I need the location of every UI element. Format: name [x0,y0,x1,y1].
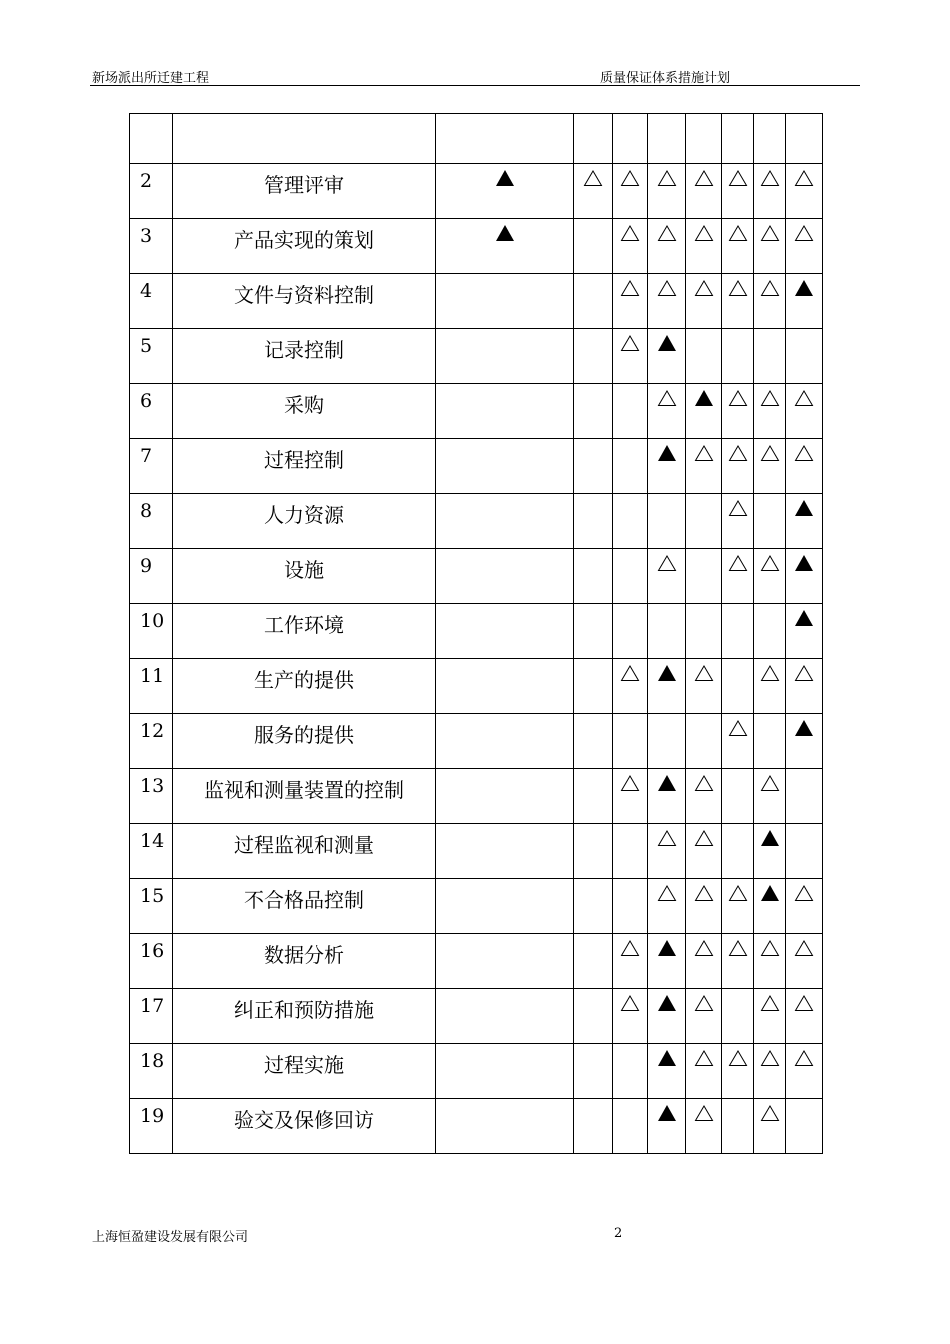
primary-responsibility-icon [760,828,780,848]
related-responsibility-icon [657,168,677,188]
related-responsibility-icon [794,883,814,903]
row-number: 10 [130,604,173,659]
row-number: 6 [130,384,173,439]
responsibility-cell [754,494,786,549]
responsibility-cell [686,604,722,659]
responsibility-cell [648,274,686,329]
responsibility-cell [613,384,648,439]
responsibility-cell [648,934,686,989]
related-responsibility-icon [657,223,677,243]
responsibility-cell [786,934,823,989]
responsibility-cell [613,164,648,219]
responsibility-cell [648,769,686,824]
responsibility-cell [686,934,722,989]
row-number: 8 [130,494,173,549]
primary-responsibility-icon [495,168,515,188]
responsibility-cell [613,494,648,549]
responsibility-cell [754,824,786,879]
quality-element-name: 服务的提供 [173,714,436,769]
responsibility-cell [786,989,823,1044]
responsibility-cell [786,1099,823,1154]
related-responsibility-icon [620,993,640,1013]
related-responsibility-icon [694,828,714,848]
header-cell [786,114,823,164]
responsibility-cell [436,1099,574,1154]
row-number: 7 [130,439,173,494]
responsibility-cell [722,1099,754,1154]
responsibility-cell [436,934,574,989]
related-responsibility-icon [694,883,714,903]
quality-element-name: 监视和测量装置的控制 [173,769,436,824]
responsibility-cell [754,659,786,714]
responsibility-cell [722,494,754,549]
responsibility-cell [648,714,686,769]
row-number: 9 [130,549,173,604]
responsibility-cell [754,219,786,274]
quality-element-name: 验交及保修回访 [173,1099,436,1154]
related-responsibility-icon [657,883,677,903]
responsibility-cell [648,549,686,604]
table-row [130,714,823,769]
responsibility-cell [436,879,574,934]
related-responsibility-icon [760,938,780,958]
header-project-title: 新场派出所迁建工程 [92,71,210,86]
responsibility-cell [754,274,786,329]
responsibility-cell [722,769,754,824]
header-cell [130,114,173,164]
responsibility-cell [686,274,722,329]
related-responsibility-icon [728,443,748,463]
responsibility-cell [722,879,754,934]
responsibility-cell [574,494,613,549]
responsibility-cell [786,164,823,219]
related-responsibility-icon [694,168,714,188]
related-responsibility-icon [760,443,780,463]
responsibility-cell [686,384,722,439]
responsibility-cell [613,934,648,989]
row-number: 18 [130,1044,173,1099]
responsibility-cell [613,879,648,934]
header-document-title: 质量保证体系措施计划 [600,71,731,86]
primary-responsibility-icon [694,388,714,408]
quality-element-name: 纠正和预防措施 [173,989,436,1044]
responsibility-cell [648,604,686,659]
responsibility-cell [574,714,613,769]
row-number: 11 [130,659,173,714]
table-row [130,384,823,439]
responsibility-cell [436,549,574,604]
related-responsibility-icon [694,663,714,683]
responsibility-cell [686,1099,722,1154]
responsibility-cell [754,769,786,824]
primary-responsibility-icon [794,498,814,518]
responsibility-cell [686,714,722,769]
table-row [130,659,823,714]
row-number: 17 [130,989,173,1044]
responsibility-cell [786,494,823,549]
responsibility-cell [613,1044,648,1099]
header-cell [648,114,686,164]
related-responsibility-icon [728,278,748,298]
table-row [130,164,823,219]
related-responsibility-icon [694,938,714,958]
quality-element-name: 管理评审 [173,164,436,219]
responsibility-cell [436,219,574,274]
header-cell [613,114,648,164]
responsibility-cell [722,714,754,769]
related-responsibility-icon [583,168,603,188]
related-responsibility-icon [794,663,814,683]
responsibility-cell [648,219,686,274]
responsibility-cell [786,659,823,714]
responsibility-cell [722,604,754,659]
primary-responsibility-icon [657,1103,677,1123]
header-cell [436,114,574,164]
responsibility-cell [686,769,722,824]
table-row [130,219,823,274]
header-cell [754,114,786,164]
responsibility-cell [754,1044,786,1099]
responsibility-cell [574,439,613,494]
responsibility-cell [436,824,574,879]
quality-element-name: 采购 [173,384,436,439]
primary-responsibility-icon [657,333,677,353]
related-responsibility-icon [694,278,714,298]
responsibility-cell [686,659,722,714]
quality-element-name: 工作环境 [173,604,436,659]
related-responsibility-icon [760,168,780,188]
primary-responsibility-icon [657,993,677,1013]
responsibility-cell [786,384,823,439]
related-responsibility-icon [794,938,814,958]
responsibility-cell [722,659,754,714]
quality-element-name: 记录控制 [173,329,436,384]
related-responsibility-icon [728,388,748,408]
responsibility-cell [436,769,574,824]
responsibility-cell [786,329,823,384]
responsibility-cell [436,329,574,384]
responsibility-cell [786,1044,823,1099]
table-row [130,1099,823,1154]
quality-element-name: 不合格品控制 [173,879,436,934]
related-responsibility-icon [794,168,814,188]
row-number: 4 [130,274,173,329]
primary-responsibility-icon [794,718,814,738]
table-row [130,1044,823,1099]
responsibility-cell [613,769,648,824]
responsibility-cell [648,824,686,879]
table-row [130,934,823,989]
related-responsibility-icon [694,223,714,243]
responsibility-cell [574,1044,613,1099]
responsibility-cell [436,1044,574,1099]
related-responsibility-icon [620,663,640,683]
responsibility-cell [648,879,686,934]
responsibility-cell [436,604,574,659]
related-responsibility-icon [620,168,640,188]
table-row [130,769,823,824]
responsibility-cell [754,439,786,494]
related-responsibility-icon [657,828,677,848]
responsibility-cell [436,494,574,549]
responsibility-cell [613,219,648,274]
responsibility-cell [574,219,613,274]
row-number: 3 [130,219,173,274]
responsibility-cell [436,439,574,494]
footer-company: 上海恒盈建设发展有限公司 [92,1230,249,1245]
related-responsibility-icon [620,773,640,793]
quality-element-name: 文件与资料控制 [173,274,436,329]
header-cell [686,114,722,164]
responsibility-cell [722,164,754,219]
responsibility-cell [574,384,613,439]
responsibility-cell [754,934,786,989]
related-responsibility-icon [728,718,748,738]
related-responsibility-icon [760,1048,780,1068]
related-responsibility-icon [794,993,814,1013]
primary-responsibility-icon [495,223,515,243]
responsibility-cell [722,329,754,384]
table-row [130,549,823,604]
responsibility-cell [613,989,648,1044]
related-responsibility-icon [620,333,640,353]
responsibility-cell [722,1044,754,1099]
responsibility-cell [436,164,574,219]
related-responsibility-icon [694,993,714,1013]
row-number: 5 [130,329,173,384]
responsibility-cell [686,164,722,219]
responsibility-cell [786,549,823,604]
responsibility-cell [754,989,786,1044]
row-number: 14 [130,824,173,879]
primary-responsibility-icon [657,443,677,463]
responsibility-cell [722,219,754,274]
responsibility-cell [436,274,574,329]
responsibility-cell [436,989,574,1044]
related-responsibility-icon [728,883,748,903]
responsibility-cell [686,439,722,494]
responsibility-cell [754,329,786,384]
related-responsibility-icon [728,223,748,243]
row-number: 12 [130,714,173,769]
row-number: 15 [130,879,173,934]
quality-element-name: 产品实现的策划 [173,219,436,274]
table-row [130,439,823,494]
responsibility-cell [786,439,823,494]
header-cell [574,114,613,164]
responsibility-cell [722,439,754,494]
related-responsibility-icon [760,553,780,573]
primary-responsibility-icon [657,1048,677,1068]
header-divider [90,85,860,86]
table-row [130,329,823,384]
header-cell [173,114,436,164]
responsibility-cell [648,384,686,439]
related-responsibility-icon [794,388,814,408]
responsibility-cell [786,879,823,934]
primary-responsibility-icon [657,773,677,793]
responsibility-cell [754,384,786,439]
responsibility-cell [574,659,613,714]
responsibility-cell [574,329,613,384]
related-responsibility-icon [694,1103,714,1123]
related-responsibility-icon [728,498,748,518]
table-row [130,879,823,934]
responsibility-cell [722,989,754,1044]
header-cell [722,114,754,164]
responsibility-cell [648,494,686,549]
responsibility-cell [648,1099,686,1154]
responsibility-cell [786,769,823,824]
responsibility-cell [686,329,722,384]
responsibility-cell [786,604,823,659]
related-responsibility-icon [728,553,748,573]
quality-element-name: 过程实施 [173,1044,436,1099]
responsibility-cell [613,714,648,769]
primary-responsibility-icon [760,883,780,903]
related-responsibility-icon [657,553,677,573]
primary-responsibility-icon [794,608,814,628]
related-responsibility-icon [694,443,714,463]
table-row [130,274,823,329]
primary-responsibility-icon [794,278,814,298]
row-number: 19 [130,1099,173,1154]
responsibility-cell [574,1099,613,1154]
table-row [130,604,823,659]
responsibility-cell [722,824,754,879]
responsibility-cell [686,1044,722,1099]
quality-element-name: 人力资源 [173,494,436,549]
responsibility-cell [686,879,722,934]
responsibility-cell [648,989,686,1044]
responsibility-cell [574,164,613,219]
related-responsibility-icon [760,663,780,683]
responsibility-cell [648,329,686,384]
row-number: 2 [130,164,173,219]
primary-responsibility-icon [657,663,677,683]
responsibility-cell [686,219,722,274]
quality-element-name: 数据分析 [173,934,436,989]
responsibility-cell [574,934,613,989]
responsibility-cell [613,1099,648,1154]
responsibility-cell [574,989,613,1044]
quality-element-name: 生产的提供 [173,659,436,714]
responsibility-cell [686,549,722,604]
responsibility-cell [754,1099,786,1154]
related-responsibility-icon [728,168,748,188]
quality-element-name: 过程控制 [173,439,436,494]
related-responsibility-icon [760,993,780,1013]
responsibility-cell [648,439,686,494]
responsibility-cell [574,879,613,934]
responsibility-cell [436,384,574,439]
related-responsibility-icon [728,1048,748,1068]
responsibility-cell [722,274,754,329]
responsibility-cell [686,494,722,549]
related-responsibility-icon [760,1103,780,1123]
responsibility-cell [648,659,686,714]
related-responsibility-icon [794,223,814,243]
responsibility-cell [613,329,648,384]
related-responsibility-icon [657,388,677,408]
table-row [130,494,823,549]
quality-element-name: 过程监视和测量 [173,824,436,879]
responsibility-cell [436,714,574,769]
table-row [130,824,823,879]
responsibility-cell [754,714,786,769]
responsibility-cell [574,769,613,824]
responsibility-cell [686,824,722,879]
related-responsibility-icon [694,773,714,793]
related-responsibility-icon [657,278,677,298]
responsibility-cell [722,934,754,989]
responsibility-cell [786,219,823,274]
responsibility-cell [754,604,786,659]
related-responsibility-icon [694,1048,714,1068]
responsibility-cell [613,604,648,659]
responsibility-cell [722,384,754,439]
responsibility-cell [613,659,648,714]
responsibility-cell [786,824,823,879]
responsibility-cell [786,714,823,769]
table-header-row [130,114,823,164]
primary-responsibility-icon [657,938,677,958]
row-number: 16 [130,934,173,989]
responsibility-cell [613,439,648,494]
responsibility-cell [574,824,613,879]
responsibility-matrix-table [129,113,823,1154]
responsibility-cell [754,164,786,219]
related-responsibility-icon [760,388,780,408]
related-responsibility-icon [760,278,780,298]
responsibility-cell [648,1044,686,1099]
row-number: 13 [130,769,173,824]
responsibility-cell [754,879,786,934]
footer-page-number: 2 [614,1226,623,1241]
responsibility-cell [574,549,613,604]
primary-responsibility-icon [794,553,814,573]
related-responsibility-icon [760,773,780,793]
responsibility-cell [613,549,648,604]
responsibility-cell [686,989,722,1044]
responsibility-cell [574,604,613,659]
related-responsibility-icon [794,443,814,463]
responsibility-cell [786,274,823,329]
related-responsibility-icon [620,223,640,243]
responsibility-cell [436,659,574,714]
related-responsibility-icon [620,938,640,958]
table-row [130,989,823,1044]
related-responsibility-icon [728,938,748,958]
responsibility-cell [722,549,754,604]
related-responsibility-icon [760,223,780,243]
related-responsibility-icon [794,1048,814,1068]
responsibility-cell [754,549,786,604]
responsibility-cell [613,824,648,879]
responsibility-cell [574,274,613,329]
responsibility-cell [613,274,648,329]
quality-element-name: 设施 [173,549,436,604]
related-responsibility-icon [620,278,640,298]
responsibility-cell [648,164,686,219]
